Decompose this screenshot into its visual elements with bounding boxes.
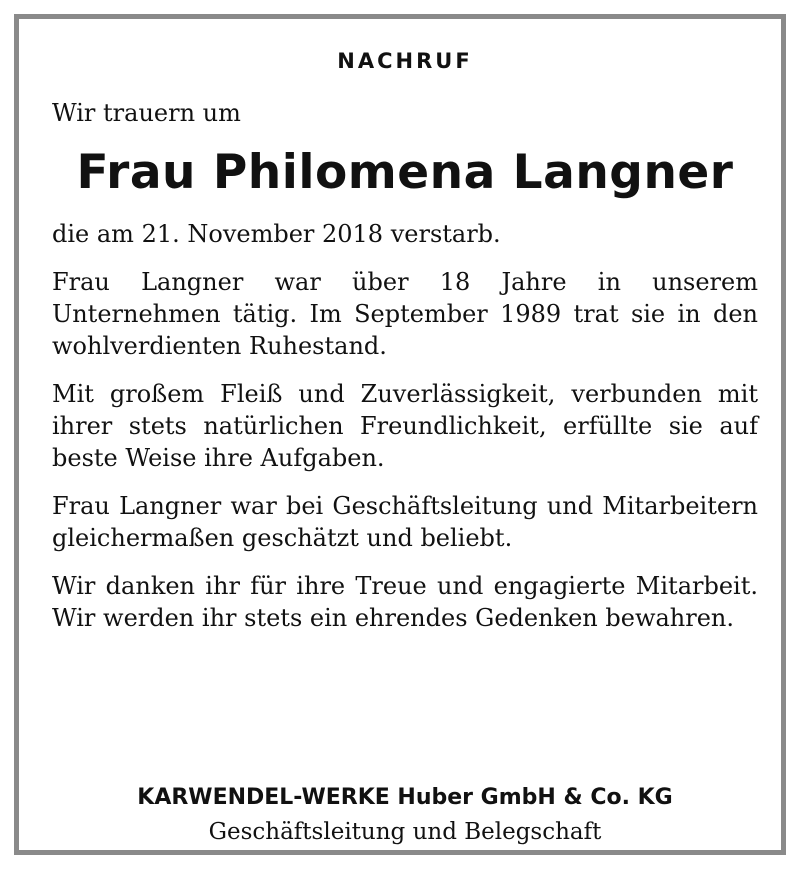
company-name: KARWENDEL-WERKE Huber GmbH & Co. KG: [137, 785, 673, 810]
obituary-heading: NACHRUF: [337, 49, 473, 73]
date-of-death-line: die am 21. November 2018 verstarb.: [52, 220, 501, 248]
signatories-line: Geschäftsleitung und Belegschaft: [208, 819, 602, 845]
paragraph-esteem: Frau Langner war bei Geschäftsleitung und Mitarbeitern gleichermaßen geschätzt und beliebt.: [52, 492, 758, 552]
paragraph-employment: Frau Langner war über 18 Jahre in unserem Unternehmen tätig. Im September 1989 trat sie in den wohlverdienten Ruhestand.: [52, 268, 758, 360]
obituary-frame: [14, 14, 786, 855]
obituary-content: [52, 47, 758, 845]
intro-line: Wir trauern um: [52, 99, 241, 127]
paragraph-character: Mit großem Fleiß und Zuverlässigkeit, verbunden mit ihrer stets natürlichen Freundlichkeit, erfüllte sie auf beste Weise ihre Aufgaben.: [52, 380, 758, 472]
deceased-name: Frau Philomena Langner: [76, 145, 734, 200]
paragraph-gratitude: Wir danken ihr für ihre Treue und engagierte Mitarbeit. Wir werden ihr stets ein ehrendes Gedenken bewahren.: [52, 572, 758, 632]
